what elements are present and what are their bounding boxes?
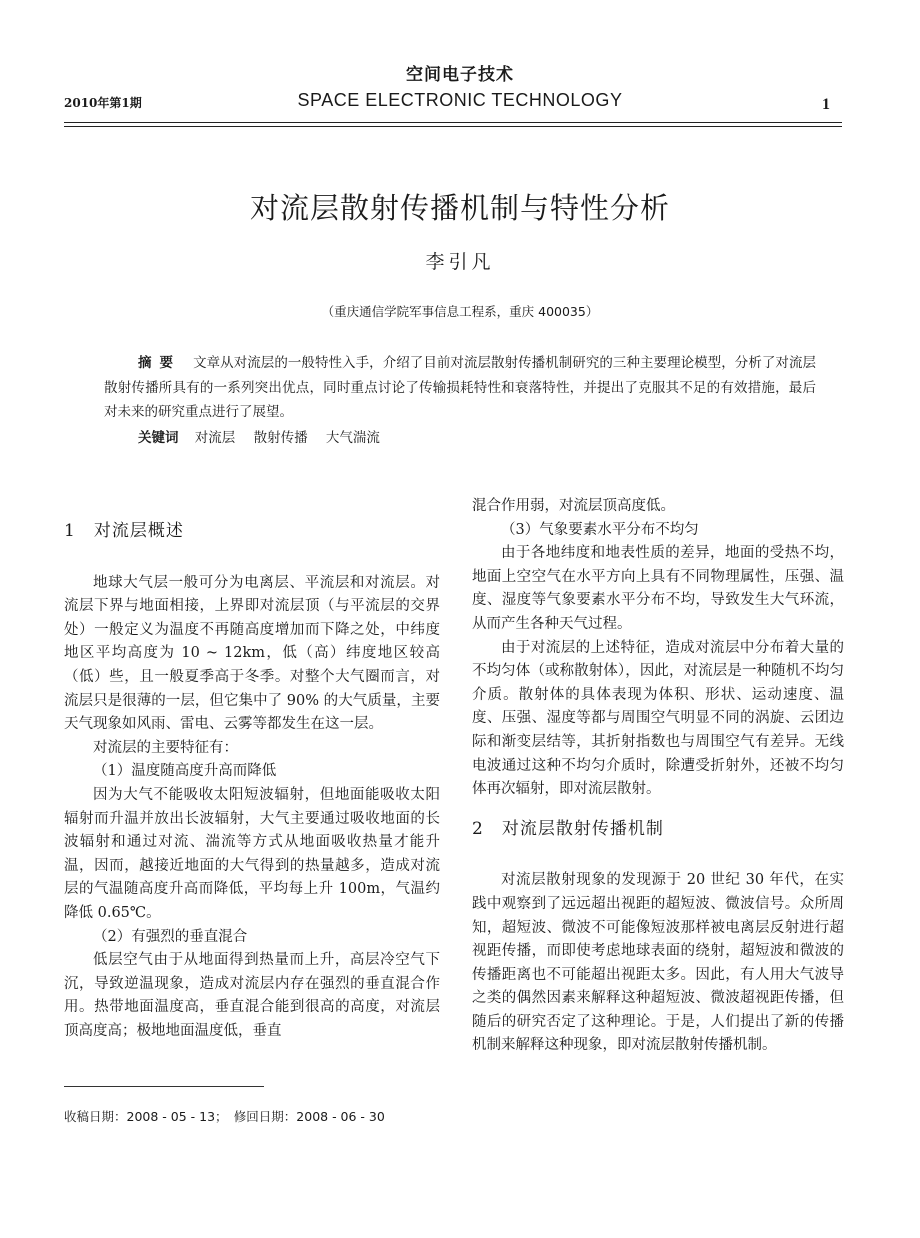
subheading: （3）气象要素水平分布不均匀: [501, 521, 699, 538]
abstract-text: 文章从对流层的一般特性入手，介绍了目前对流层散射传播机制研究的三种主要理论模型，分析了对流层散射传播所具有的一系列突出优点，同时重点讨论了传输损耗特性和衰落特性，并提出了克服其不足的有效措施，最后对未来的研究重点进行了展望。: [104, 355, 817, 420]
footnote-rule: [64, 1086, 264, 1087]
section-title: 对流层散射传播机制: [501, 818, 664, 839]
keyword: 大气湍流: [325, 430, 380, 446]
paragraph: 混合作用弱，对流层顶高度低。: [472, 498, 675, 514]
paragraph: 对流层散射现象的发现源于 20 世纪 30 年代，在实践中观察到了远远超出视距的超短波、微波信号。众所周知，超短波、微波不可能像短波那样被电离层反射进行超视距传播，而即使考虑地球表面的绕射，超短波和微波的传播距离也不可能超出视距太多。因此，有人用大气波导之类的偶然因素来解释这种超短波、微波超视距传播，但随后的研究否定了这种理论。于是，人们提出了新的传播机制来解释这种现象，即对流层散射传播机制。: [472, 872, 844, 1054]
page-number: 1: [822, 96, 830, 113]
subheading: （1）温度随高度升高而降低: [93, 763, 277, 780]
article-author: 李引凡: [425, 251, 495, 273]
section-number: 1: [64, 521, 76, 541]
keyword: 散射传播: [253, 430, 308, 446]
received-date-footnote: 收稿日期：2008 - 05 - 13； 修回日期：2008 - 06 - 30: [64, 1109, 385, 1124]
abstract-label: 摘要: [138, 355, 182, 371]
abstract: [104, 351, 816, 425]
right-column: [472, 495, 844, 1058]
section-title: 对流层概述: [93, 521, 184, 541]
subheading: （2）有强烈的垂直混合: [93, 928, 248, 945]
paragraph: 低层空气由于从地面得到热量而上升，高层冷空气下沉，导致逆温现象，造成对流层内存在强烈的垂直混合作用。热带地面温度高，垂直混合能到很高的高度，对流层顶高度高；极地地面温度低，垂直: [64, 952, 440, 1039]
header-rule: [64, 122, 842, 123]
paragraph: 因为大气不能吸收太阳短波辐射，但地面能吸收太阳辐射而升温并放出长波辐射，大气主要通过吸收地面的长波辐射和通过对流、湍流等方式从地面吸收热量才能升温，因而，越接近地面的大气得到的热量越多，造成对流层的气温随高度升高而降低，平均每上升 100m，气温约降低 0.65℃。: [64, 786, 440, 921]
keywords-label: 关键词: [138, 430, 179, 446]
left-column: [64, 520, 440, 1043]
paragraph: 地球大气层一般可分为电离层、平流层和对流层。对流层下界与地面相接，上界即对流层顶（与平流层的交界处）一般定义为温度不再随高度增加而下降之处，中纬度地区平均高度为 10 ~ 12km，低（高）纬度地区较高（低）些，且一般夏季高于冬季。对整个大气圈而言，对流层只是很薄的一层，但它集中了 90% 的大气质量，主要天气现象如风雨、雷电、云雾等都发生在这一层。: [64, 574, 440, 733]
section-number: 2: [472, 818, 484, 839]
paragraph: 对流层的主要特征有：: [93, 739, 238, 756]
section-1-heading: [64, 520, 440, 544]
journal-name-en: SPACE ELECTRONIC TECHNOLOGY: [297, 90, 623, 110]
section-2-heading: [472, 818, 844, 842]
keyword: 对流层: [194, 430, 236, 446]
journal-name-cn: 空间电子技术: [406, 65, 514, 85]
paragraph: 由于对流层的上述特征，造成对流层中分布着大量的不均匀体（或称散射体），因此，对流层是一种随机不均匀介质。散射体的具体表现为体积、形状、运动速度、温度、压强、湿度等都与周围空气明显不同的涡旋、云团边际和渐变层结等，其折射指数也与周围空气有差异。无线电波通过这种不均匀介质时，除遭受折射外，还被不均匀体再次辐射，即对流层散射。: [472, 639, 844, 798]
header-rule-thin: [64, 126, 842, 127]
issue-label: 2010年第1期: [64, 96, 142, 110]
author-affiliation: （重庆通信学院军事信息工程系，重庆 400035）: [321, 304, 599, 319]
article-title: 对流层散射传播机制与特性分析: [249, 191, 670, 225]
keywords: [138, 426, 394, 446]
paragraph: 由于各地纬度和地表性质的差异，地面的受热不均，地面上空空气在水平方向上具有不同物理属性，压强、温度、湿度等气象要素水平分布不均，导致发生大气环流，从而产生各种天气过程。: [472, 545, 844, 632]
